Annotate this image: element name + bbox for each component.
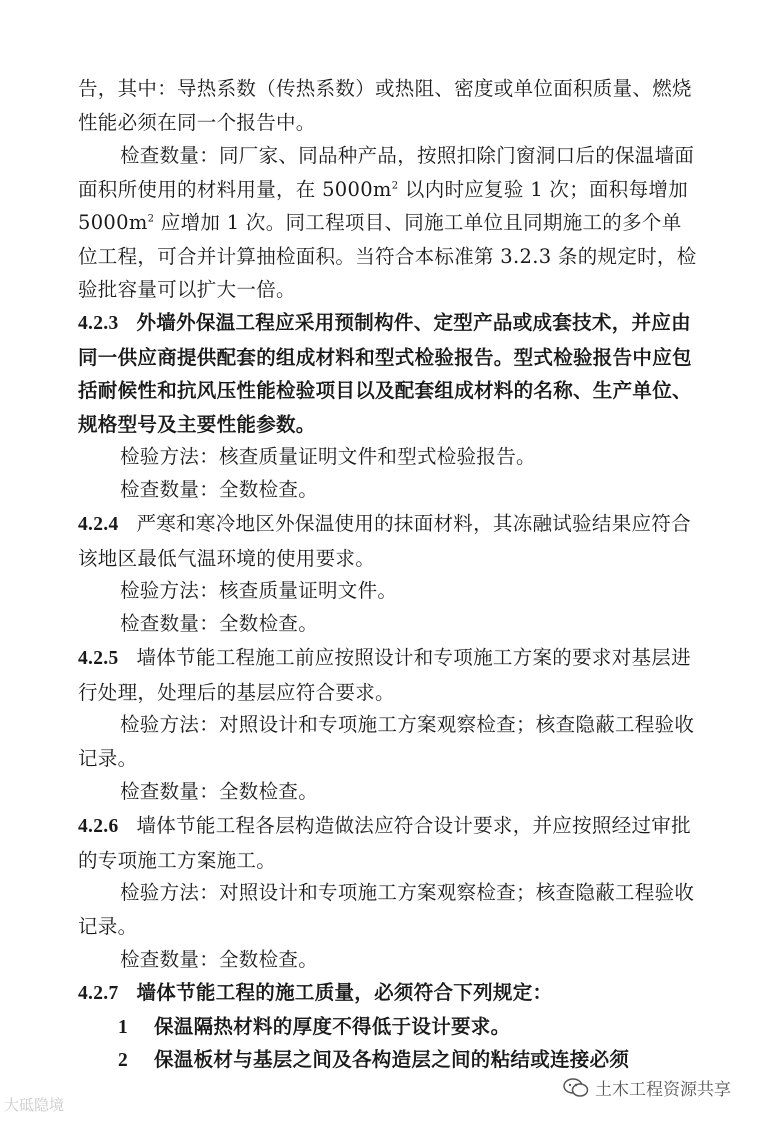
quantity-text: 检查数量：全数检查。: [120, 612, 319, 635]
clause-text: 墙体节能工程的施工质量，必须符合下列规定：: [136, 981, 553, 1004]
superscript: 2: [147, 213, 155, 225]
superscript: 2: [391, 180, 399, 191]
clause-text: 严寒和寒冷地区外保温使用的抹面材料，其冻融试验结果应符合该地区最低气温环境的使用要求。: [78, 512, 691, 570]
clause-number: 4.2.3: [78, 313, 119, 334]
clause-text: 外墙外保温工程应采用预制构件、定型产品或成套技术，并应由同一供应商提供配套的组成材料和型式检验报告。型式检验报告中应包括耐候性和抗风压性能检验项目以及配套组成材料的名称、生产单位、规格型号及主要性能参数。: [78, 311, 692, 436]
item-number: 1: [118, 1017, 129, 1038]
inspection-method: [78, 574, 698, 608]
text-run: 以内时应复验 1 次；面积每增加 5000m: [78, 177, 688, 234]
item-text: 保温板材与基层之间及各构造层之间的粘结或连接必须: [154, 1048, 630, 1071]
inspection-quantity: [78, 473, 698, 507]
paragraph-continued: [78, 72, 698, 139]
inspection-method: [78, 440, 698, 474]
method-text: 检验方法：对照设计和专项施工方案观察检查；核查隐蔽工程验收记录。: [78, 713, 695, 770]
watermark-text: 土木工程资源共享: [595, 1080, 731, 1100]
inspection-method: [78, 876, 698, 943]
method-text: 检验方法：核查质量证明文件。: [120, 579, 398, 602]
clause-number: 4.2.7: [78, 983, 119, 1004]
clause-4-2-5: [78, 641, 698, 709]
clause-4-2-4: [78, 507, 698, 575]
text-run: 应增加 1 次。同工程项目、同施工单位且同期施工的多个单位工程，可合并计算抽检面积。当符合本标准第 3.2.3 条的规定时，检验批容量可以扩大一倍。: [78, 211, 697, 301]
paragraph-text: 告，其中：导热系数（传热系数）或热阻、密度或单位面积质量、燃烧性能必须在同一个报告中。: [78, 77, 692, 134]
wechat-icon: [563, 1078, 589, 1098]
item-text: 保温隔热材料的厚度不得低于设计要求。: [154, 1015, 511, 1038]
quantity-text: 检查数量：全数检查。: [120, 478, 319, 501]
quantity-text: 检查数量：全数检查。: [120, 780, 319, 803]
watermark-left: [4, 1094, 64, 1115]
inspection-quantity: [78, 775, 698, 809]
method-text: 检验方法：核查质量证明文件和型式检验报告。: [120, 445, 536, 468]
quantity-text: 检查数量：全数检查。: [120, 948, 319, 971]
clause-text: 墙体节能工程各层构造做法应符合设计要求，并应按照经过审批的专项施工方案施工。: [78, 814, 691, 872]
inspection-method: [78, 708, 698, 775]
clause-number: 4.2.6: [78, 816, 119, 837]
list-item: [118, 1010, 708, 1045]
clause-4-2-6: [78, 809, 698, 877]
clause-4-2-3: [78, 306, 698, 441]
clause-4-2-7: [78, 976, 698, 1011]
paragraph-inspection-quantity: [78, 139, 698, 307]
method-text: 检验方法：对照设计和专项施工方案观察检查；核查隐蔽工程验收记录。: [78, 881, 695, 938]
inspection-quantity: [78, 607, 698, 641]
clause-number: 4.2.4: [78, 514, 119, 535]
inspection-quantity: [78, 943, 698, 977]
clause-text: 墙体节能工程施工前应按照设计和专项施工方案的要求对基层进行处理，处理后的基层应符合要求。: [78, 646, 691, 704]
watermark-text: 大砥隐境: [4, 1096, 65, 1114]
clause-number: 4.2.5: [78, 648, 119, 669]
text-run: 检查数量：同厂家、同品种产品，按照扣除门窗洞口后的保温墙面面积所使用的材料用量，在 5000m: [78, 144, 695, 201]
watermark-right: [563, 1075, 731, 1100]
item-number: 2: [118, 1050, 129, 1071]
list-item: [118, 1043, 718, 1078]
